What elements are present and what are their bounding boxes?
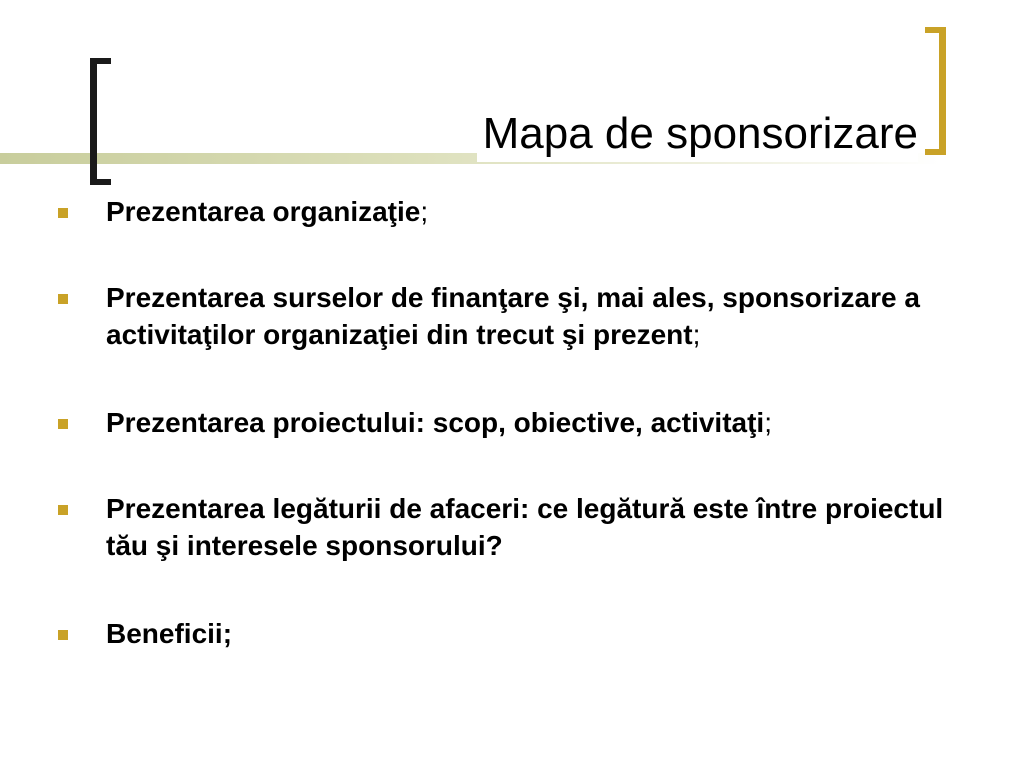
square-bullet-icon (58, 208, 68, 218)
square-bullet-icon (58, 294, 68, 304)
slide-title: Mapa de sponsorizare (477, 106, 918, 162)
bullet-punctuation: ; (764, 407, 772, 438)
bullet-punctuation: ; (692, 319, 701, 350)
bullet-item (55, 193, 985, 230)
square-bullet-icon (58, 419, 68, 429)
bullet-text: Prezentarea organizaţie (106, 196, 421, 227)
left-bracket-decoration (90, 58, 111, 185)
square-bullet-icon (58, 505, 68, 515)
bullet-text: Beneficii; (106, 618, 233, 649)
bullet-text: Prezentarea legăturii de afaceri: ce legătură este între proiectul tău şi interesele sponsorului? (106, 493, 944, 561)
bullet-item (55, 279, 985, 353)
bullet-item (55, 490, 985, 564)
bullet-item (55, 404, 985, 441)
right-bracket-decoration (925, 27, 946, 155)
bullet-punctuation: ; (420, 196, 429, 227)
bullet-text: Prezentarea surselor de finanţare şi, mai ales, sponsorizare a activitaţilor organizaţiei din trecut şi prezent (106, 282, 920, 350)
square-bullet-icon (58, 630, 68, 640)
bullet-list (55, 193, 985, 652)
bullet-text: Prezentarea proiectului: scop, obiective, activitaţi (106, 407, 765, 438)
bullet-item (55, 615, 985, 652)
